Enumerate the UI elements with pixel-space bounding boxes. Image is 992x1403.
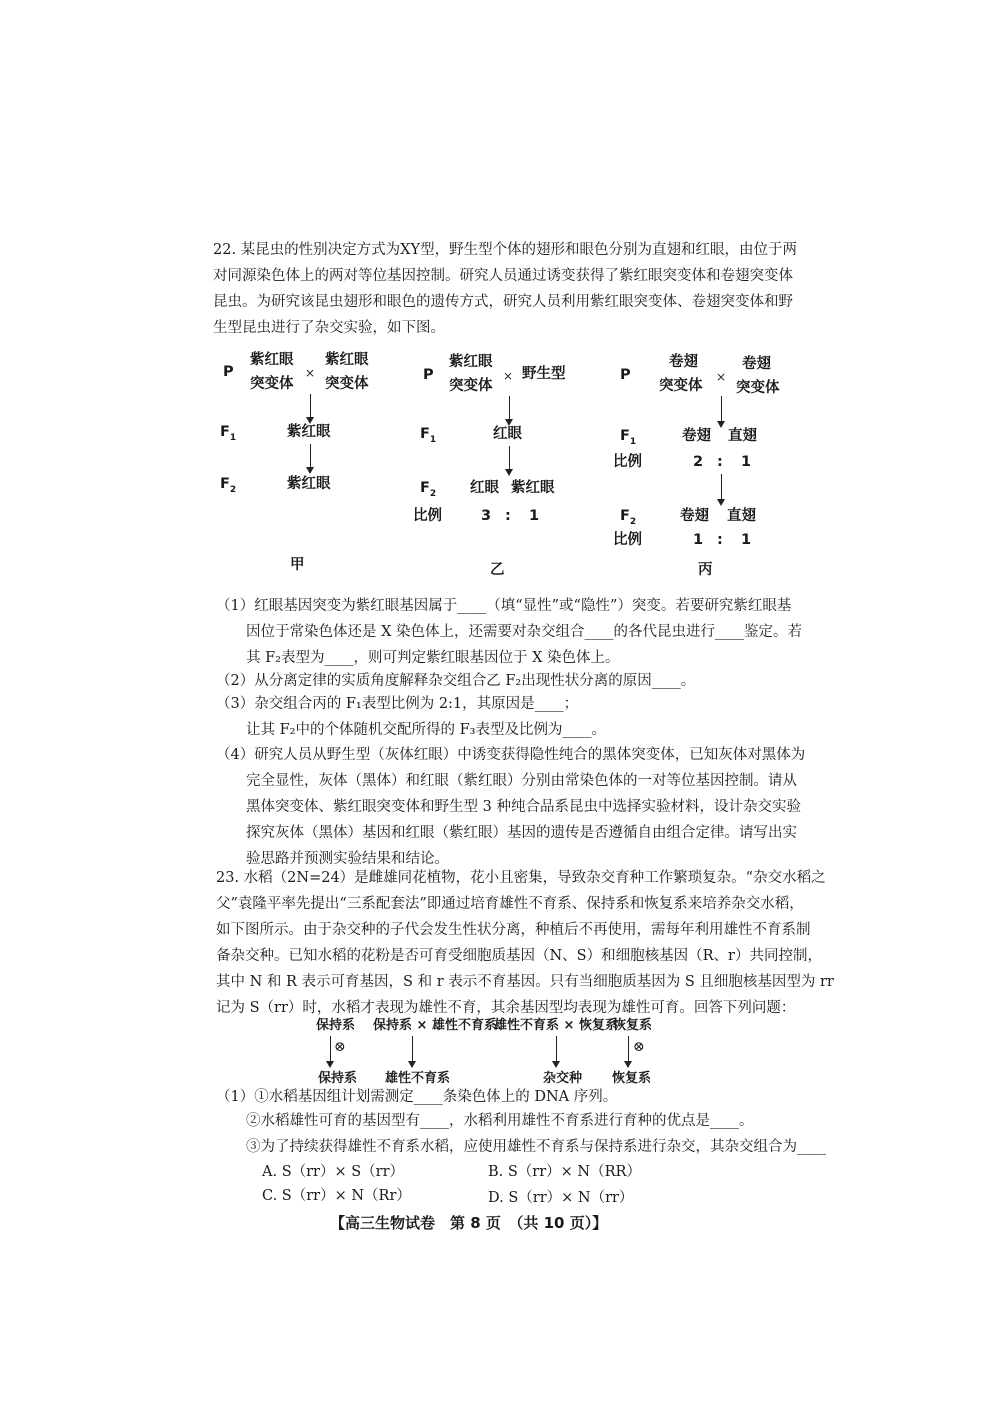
q23-intro-line-5: 其中 N 和 R 表示可育基因，S 和 r 表示不育基因。只有当细胞质基因为 S 且细胞核基因型为 rr — [216, 974, 834, 990]
p-label: P — [620, 367, 631, 383]
jia-p-left-2: 突变体 — [250, 376, 294, 392]
bing-p-left-2: 突变体 — [659, 378, 703, 394]
f1-label: $F_1$ — [620, 428, 637, 447]
q22-intro-line-4: 生型昆虫进行了杂交实验，如下图。 — [213, 320, 445, 336]
bing-label: 丙 — [698, 562, 713, 578]
ratio-label: 比例 — [413, 508, 442, 524]
yi-f2-a: 红眼 — [470, 480, 499, 496]
jia-p-left-1: 紫红眼 — [250, 352, 294, 368]
down-arrow — [310, 444, 311, 468]
page-footer: 【高三生物试卷 第 8 页 （共 10 页）】 — [330, 1214, 608, 1232]
yi-f2-b: 紫红眼 — [511, 480, 555, 496]
yi-ratio-b: 1 — [529, 508, 540, 524]
jia-f1: 紫红眼 — [287, 424, 331, 440]
q22-question-line-1: （1）红眼基因突变为紫红眼基因属于____（填“显性”或“隐性”）突变。若要研究紫红眼基 — [216, 598, 792, 614]
down-arrow — [556, 1036, 557, 1062]
q23-intro-line-1: 23. 水稻（2N=24）是雌雄同花植物，花小且密集，导致杂交育种工作繁琐复杂。“杂交水稻之 — [216, 870, 826, 886]
q22-intro-line-3: 昆虫。为研究该昆虫翅形和眼色的遗传方式，研究人员利用紫红眼突变体、卷翅突变体和野 — [213, 294, 793, 310]
bing-p-left-1: 卷翅 — [669, 354, 698, 370]
f1-label: $F_1$ — [220, 424, 237, 443]
option-c: C. S（rr）× N（Rr） — [262, 1188, 411, 1204]
down-arrow — [310, 394, 311, 418]
bing-f2-b: 直翅 — [727, 508, 756, 524]
cross-sign: × — [503, 369, 514, 383]
bing-f1-b: 直翅 — [728, 428, 757, 444]
self-cross-icon: ⊗ — [334, 1039, 346, 1055]
yi-p-left-2: 突变体 — [449, 378, 493, 394]
q22-question-line-10: 探究灰体（黑体）基因和红眼（紫红眼）基因的遗传是否遵循自由组合定律。请写出实 — [246, 825, 797, 841]
bing-f2-ratio-b: 1 — [741, 532, 752, 548]
f2-label: $F_2$ — [420, 480, 437, 499]
q22-question-line-9: 黑体突变体、紫红眼突变体和野生型 3 种纯合品系昆虫中选择实验材料，设计杂交实验 — [246, 799, 801, 815]
top-label-2: 保持系 × 雄性不育系 — [373, 1018, 497, 1033]
jia-p-right-1: 紫红眼 — [325, 352, 369, 368]
q22-question-line-7: （4）研究人员从野生型（灰体红眼）中诱变获得隐性纯合的黑体突变体，已知灰体对黑体为 — [216, 747, 806, 763]
bing-p-right-2: 突变体 — [736, 380, 780, 396]
bing-f1-a: 卷翅 — [682, 428, 711, 444]
ratio-label: 比例 — [613, 454, 642, 470]
q23-question-line-1: （1）①水稻基因组计划需测定____条染色体上的 DNA 序列。 — [216, 1089, 618, 1105]
down-arrow — [628, 1036, 629, 1062]
bing-f2-ratio-a: 1 — [693, 532, 704, 548]
q22-question-line-8: 完全显性，灰体（黑体）和红眼（紫红眼）分别由常染色体的一对等位基因控制。请从 — [246, 773, 797, 789]
q22-question-line-6: 让其 F₂中的个体随机交配所得的 F₃表型及比例为____。 — [246, 722, 606, 738]
bing-f1-ratio-colon: : — [717, 454, 723, 470]
jia-label: 甲 — [290, 557, 305, 573]
q22-question-line-4: （2）从分离定律的实质角度解释杂交组合乙 F₂出现性状分离的原因____。 — [216, 673, 696, 689]
yi-ratio-a: 3 — [481, 508, 492, 524]
ratio-label: 比例 — [613, 532, 642, 548]
cross-sign: × — [716, 370, 727, 384]
cross-sign: × — [305, 366, 316, 380]
down-arrow — [721, 396, 722, 422]
q23-intro-line-3: 如下图所示。由于杂交种的子代会发生性状分离，种植后不再使用，需每年利用雄性不育系制 — [216, 922, 811, 938]
bing-f1-ratio-a: 2 — [693, 454, 704, 470]
jia-p-right-2: 突变体 — [325, 376, 369, 392]
yi-p-left-1: 紫红眼 — [449, 354, 493, 370]
q23-intro-line-4: 备杂交种。已知水稻的花粉是否可育受细胞质基因（N、S）和细胞核基因（R、r）共同控制， — [216, 948, 822, 964]
q23-intro-line-6: 记为 S（rr）时，水稻才表现为雄性不育，其余基因型均表现为雄性可育。回答下列问题： — [216, 1000, 796, 1016]
jia-f2: 紫红眼 — [287, 476, 331, 492]
p-label: P — [423, 367, 434, 383]
q22-question-line-5: （3）杂交组合丙的 F₁表型比例为 2:1，其原因是____； — [216, 696, 579, 712]
p-label: P — [223, 364, 234, 380]
down-arrow — [509, 446, 510, 470]
top-label-4: 恢复系 — [613, 1018, 653, 1033]
bing-f2-ratio-colon: : — [717, 532, 723, 548]
option-d: D. S（rr）× N（rr） — [488, 1190, 634, 1206]
option-a: A. S（rr）× S（rr） — [262, 1164, 405, 1180]
q22-intro-line-2: 对同源染色体上的两对等位基因控制。研究人员通过诱变获得了紫红眼突变体和卷翅突变体 — [213, 268, 793, 284]
yi-f1: 红眼 — [493, 426, 522, 442]
q22-question-line-2: 因位于常染色体还是 X 染色体上，还需要对杂交组合____的各代昆虫进行____鉴定。若 — [246, 624, 803, 640]
q22-question-line-3: 其 F₂表型为____，则可判定紫红眼基因位于 X 染色体上。 — [246, 650, 620, 666]
yi-label: 乙 — [490, 562, 505, 578]
q22-intro-line-1: 22. 某昆虫的性别决定方式为XY型，野生型个体的翅形和眼色分别为直翅和红眼，由位于两 — [213, 242, 798, 258]
bottom-label-2: 雄性不育系 — [385, 1071, 451, 1086]
bing-f2-a: 卷翅 — [680, 508, 709, 524]
q23-intro-line-2: 父”袁隆平率先提出“三系配套法”即通过培育雄性不育系、保持系和恢复系来培养杂交水稻， — [216, 896, 804, 912]
f2-label: $F_2$ — [220, 476, 237, 495]
down-arrow — [412, 1036, 413, 1062]
down-arrow — [330, 1036, 331, 1062]
down-arrow — [721, 474, 722, 500]
down-arrow — [509, 396, 510, 420]
q23-question-line-3: ③为了持续获得雄性不育系水稻，应使用雄性不育系与保持系进行杂交，其杂交组合为____ — [246, 1139, 826, 1155]
top-label-3: 雄性不育系 × 恢复系 — [494, 1018, 618, 1033]
bing-f1-ratio-b: 1 — [741, 454, 752, 470]
q23-question-line-2: ②水稻雄性可育的基因型有____，水稻利用雄性不育系进行育种的优点是____。 — [246, 1113, 754, 1129]
yi-ratio-colon: : — [505, 508, 511, 524]
yi-p-right: 野生型 — [522, 366, 566, 382]
bottom-label-3: 杂交种 — [543, 1071, 583, 1086]
option-b: B. S（rr）× N（RR） — [488, 1164, 641, 1180]
f1-label: $F_1$ — [420, 426, 437, 445]
self-cross-icon: ⊗ — [633, 1039, 645, 1055]
bing-p-right-1: 卷翅 — [742, 356, 771, 372]
f2-label: $F_2$ — [620, 508, 637, 527]
bottom-label-4: 恢复系 — [612, 1071, 652, 1086]
bottom-label-1: 保持系 — [318, 1071, 358, 1086]
top-label-1: 保持系 — [316, 1018, 356, 1033]
q22-question-line-11: 验思路并预测实验结果和结论。 — [246, 851, 449, 867]
